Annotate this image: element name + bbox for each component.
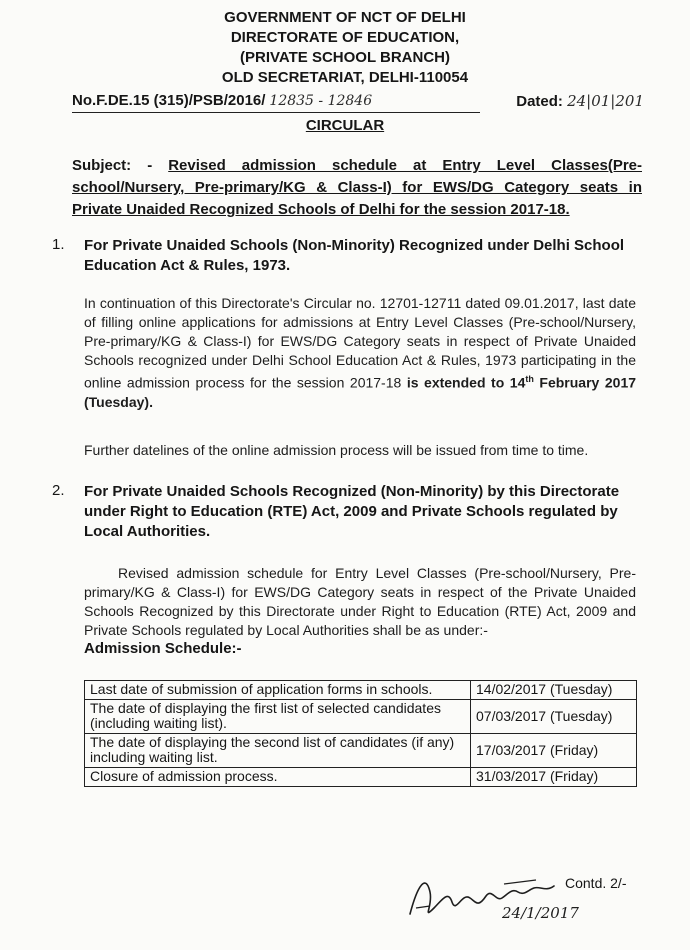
section-2-paragraph: Revised admission schedule for Entry Level Classes (Pre-school/Nursery, Pre-primary/KG & Class-I) for EWS/DG Category seats in respect of the Private Unaided Schools Recognized by this Directorate under Right to Education (RTE) Act, 2009 and Private Schools regulated by Local Authorities shall be as under:- <box>84 565 636 638</box>
handwritten-signature <box>404 862 584 932</box>
section-1-extension-post: February 2017 (Tuesday). <box>84 374 637 410</box>
admission-schedule-table <box>84 680 637 787</box>
dated-label: Dated: <box>516 93 563 110</box>
reference-number-handwritten: 12835 - 12846 <box>269 93 373 109</box>
header-line-branch: (PRIVATE SCHOOL BRANCH) <box>240 49 450 66</box>
schedule-date: 14/02/2017 (Tuesday) <box>471 681 637 700</box>
dated-handwritten: 24|01|201 <box>567 92 644 110</box>
schedule-event: The date of displaying the second list of candidates (if any) including waiting list. <box>85 734 471 768</box>
subject-label: Subject: - <box>72 157 153 174</box>
schedule-event: Closure of admission process. <box>85 768 471 787</box>
section-2-title: For Private Unaided Schools Recognized (Non-Minority) by this Directorate under Right to Education (RTE) Act, 2009 and Private Schools regulated by Local Authorities. <box>84 483 620 540</box>
continued-note: Contd. 2/- <box>565 875 627 891</box>
schedule-date: 17/03/2017 (Friday) <box>471 734 637 768</box>
header-line-address: OLD SECRETARIAT, DELHI-110054 <box>221 69 469 86</box>
table-row <box>85 700 637 734</box>
section-1-paragraph-text: In continuation of this Directorate's Circular no. 12701-12711 dated 09.01.2017, last date of filling online applications for admissions at Entry Level Classes (Pre-school/Nursery, Pre-primary/KG & Class-I) for EWS/DG Category seats in respect of Private Unaided Schools recognized under Delhi School Education Act & Rules, 1973 participating in the online admission process for the session 2017-18 <box>84 295 636 391</box>
section-1-paragraph-2: Further datelines of the online admission process will be issued from time to time. <box>84 442 589 458</box>
section-1-number: 1. <box>52 236 65 253</box>
schedule-event: The date of displaying the first list of selected candidates (including waiting list). <box>85 700 471 734</box>
section-1-paragraph <box>84 294 636 412</box>
circular-title: CIRCULAR <box>305 117 385 134</box>
letterhead <box>0 8 690 88</box>
table-row <box>85 768 637 787</box>
reference-number-printed: No.F.DE.15 (315)/PSB/2016/ <box>72 92 266 109</box>
section-2-number: 2. <box>52 482 65 499</box>
section-1-extension-sup: th <box>525 374 534 384</box>
header-line-government: GOVERNMENT OF NCT OF DELHI <box>224 9 466 26</box>
dated <box>516 92 644 110</box>
table-row <box>85 681 637 700</box>
section-1-extension-pre: is extended to 14 <box>406 374 526 391</box>
table-row <box>85 734 637 768</box>
header-line-directorate: DIRECTORATE OF EDUCATION, <box>230 29 460 46</box>
schedule-date: 31/03/2017 (Friday) <box>471 768 637 787</box>
subject-block <box>72 155 642 221</box>
section-1-title: For Private Unaided Schools (Non-Minority) Recognized under Delhi School Education Act & Rules, 1973. <box>84 237 625 274</box>
reference-number <box>72 92 372 109</box>
schedule-date: 07/03/2017 (Tuesday) <box>471 700 637 734</box>
reference-underline <box>72 112 480 113</box>
signature-date: 24/1/2017 <box>502 904 579 922</box>
schedule-event: Last date of submission of application forms in schools. <box>85 681 471 700</box>
subject-text: Revised admission schedule at Entry Level Classes(Pre-school/Nursery, Pre-primary/KG & Class-I) for EWS/DG Category seats in Private Unaided Recognized Schools of Delhi for the session 2017-18. <box>72 157 642 218</box>
admission-schedule-heading: Admission Schedule:- <box>84 640 242 657</box>
